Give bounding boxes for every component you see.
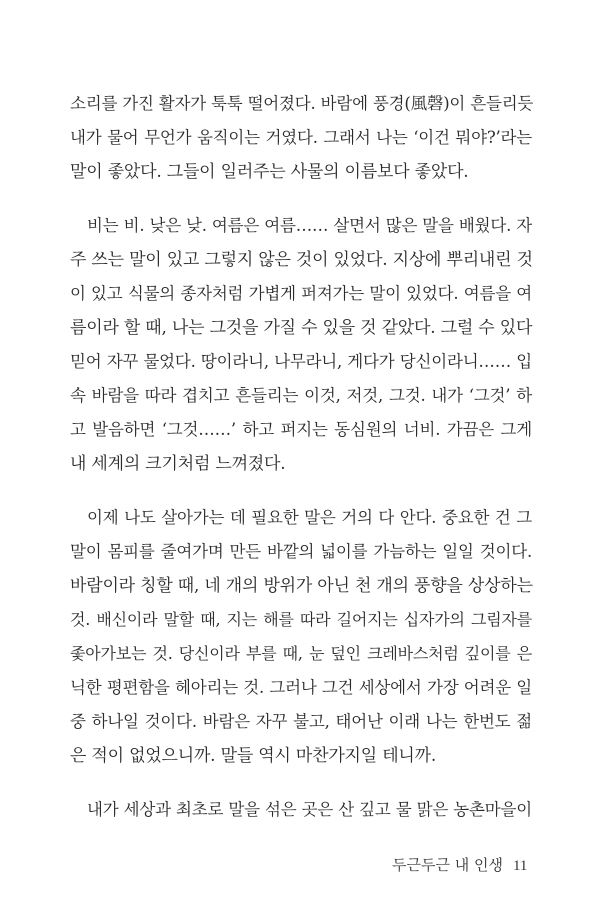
paragraph-3-line-3: 바람이라 칭할 때, 네 개의 방위가 아닌 천 개의 풍향을 상상하는 [70, 576, 533, 596]
paragraph-2-line-5: 믿어 자꾸 물었다. 땅이라니, 나무라니, 게다가 당신이라니…… 입 [70, 352, 532, 371]
paragraph-2-line-2: 주 쓰는 말이 있고 그렇지 않은 것이 있었다. 지상에 뿌리내린 것 [70, 250, 533, 270]
paragraph-3-line-6: 닉한 평편함을 헤아리는 것. 그러나 그건 세상에서 가장 어려운 일 [70, 678, 532, 697]
page-number: 11 [512, 858, 528, 874]
paragraph-4-line-1: 내가 세상과 최초로 말을 섞은 곳은 산 깊고 물 맑은 농촌마을이 [87, 800, 532, 819]
paragraph-2-line-1: 비는 비. 낮은 낮. 여름은 여름…… 살면서 많은 말을 배웠다. 자 [87, 216, 532, 235]
paragraph-3-line-7: 중 하나일 것이다. 바람은 자꾸 불고, 태어난 이래 나는 한번도 젊 [70, 712, 532, 731]
running-title: 두근두근 내 인생 [392, 856, 503, 874]
page-footer [392, 855, 527, 876]
paragraph-3-line-2: 말이 몸피를 줄여가며 만든 바깥의 넓이를 가늠하는 일일 것이다. [70, 542, 532, 561]
paragraph-1-line-1: 소리를 가진 활자가 툭툭 떨어졌다. 바람에 풍경(風磬)이 흔들리듯 [70, 94, 534, 113]
paragraph-2-line-7: 고 발음하면 ‘그것……’ 하고 퍼지는 동심원의 너비. 가끔은 그게 [70, 420, 532, 439]
paragraph-3-line-8: 은 적이 없었으니까. 말들 역시 마찬가지일 테니까. [70, 746, 437, 766]
paragraph-3-line-4: 것. 배신이라 말할 때, 지는 해를 따라 길어지는 십자가의 그림자를 [70, 610, 532, 629]
paragraph-2-line-8: 내 세계의 크기처럼 느껴졌다. [70, 454, 286, 474]
paragraph-1-line-2: 내가 물어 무언가 움직이는 거였다. 그래서 나는 ‘이건 뭐야?’라는 [70, 128, 532, 147]
paragraph-3-line-1: 이제 나도 살아가는 데 필요한 말은 거의 다 안다. 중요한 건 그 [87, 508, 532, 527]
paragraph-2-line-3: 이 있고 식물의 종자처럼 가볍게 퍼져가는 말이 있었다. 여름을 여 [70, 284, 532, 303]
paragraph-1-line-3: 말이 좋았다. 그들이 일러주는 사물의 이름보다 좋았다. [70, 162, 469, 182]
paragraph-2-line-6: 속 바람을 따라 겹치고 흔들리는 이것, 저것, 그것. 내가 ‘그것’ 하 [70, 386, 532, 405]
paragraph-2-line-4: 름이라 할 때, 나는 그것을 가질 수 있을 것 같았다. 그럴 수 있다 [70, 318, 533, 338]
paragraph-3-line-5: 좇아가보는 것. 당신이라 부를 때, 눈 덮인 크레바스처럼 깊이를 은 [70, 644, 532, 663]
